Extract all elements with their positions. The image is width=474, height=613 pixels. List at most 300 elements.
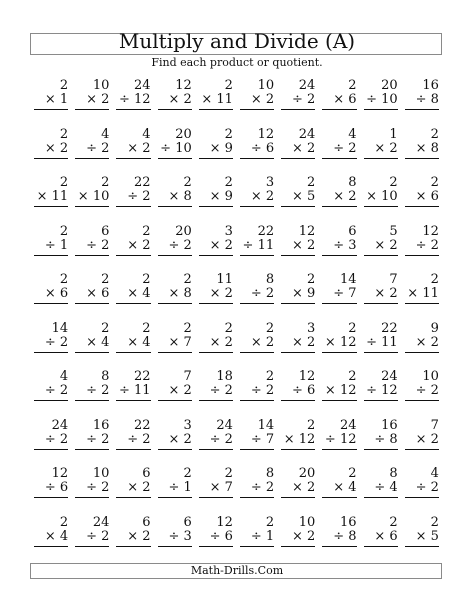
problem: [112, 273, 153, 322]
problem: [154, 322, 195, 371]
problem-top-number: 7: [183, 369, 192, 384]
answer-line: [364, 158, 398, 159]
problem-top-number: 10: [298, 514, 316, 530]
answer-line: [322, 109, 356, 110]
problem-row: [30, 419, 442, 468]
problem-row: [30, 79, 442, 128]
problem-top-number: 8: [265, 466, 275, 481]
problem-operator-number: × 2: [374, 237, 398, 253]
problem-row: [30, 273, 442, 322]
answer-line: [240, 546, 274, 547]
problem-operator-number: ÷ 6: [250, 140, 275, 156]
answer-line: [281, 546, 315, 547]
problem: [236, 516, 277, 565]
problem-top-number: 2: [142, 320, 151, 336]
problem-top-number: 12: [51, 466, 69, 481]
problem-top-number: 4: [348, 126, 357, 142]
answer-line: [364, 206, 398, 207]
worksheet-instructions: Find each product or quotient.: [151, 56, 323, 69]
answer-line: [281, 109, 315, 110]
problem-top-number: 2: [265, 514, 275, 530]
problem-operator-number: × 2: [250, 92, 275, 107]
problem-top-number: 24: [381, 369, 398, 384]
problem: [195, 273, 236, 322]
problem-top-number: 16: [381, 417, 398, 433]
answer-line: [364, 449, 398, 450]
problem: [318, 128, 359, 177]
problem-operator-number: ÷ 1: [44, 237, 69, 253]
problem-top-number: 2: [430, 126, 439, 142]
problem-top-number: 4: [430, 466, 439, 481]
problem-operator-number: × 8: [168, 189, 192, 204]
answer-line: [158, 303, 192, 304]
answer-line: [322, 255, 356, 256]
problem-operator-number: × 2: [168, 431, 192, 447]
answer-line: [405, 497, 439, 498]
problem-top-number: 3: [307, 320, 316, 336]
problem-operator-number: ÷ 12: [118, 92, 151, 107]
answer-line: [116, 158, 150, 159]
problem: [318, 79, 359, 128]
answer-line: [405, 352, 439, 353]
problem-top-number: 16: [92, 417, 110, 433]
problem: [71, 370, 112, 419]
problem-top-number: 1: [389, 126, 398, 142]
problem: [71, 176, 112, 225]
answer-line: [364, 303, 398, 304]
answer-line: [405, 255, 439, 256]
answer-line: [322, 352, 356, 353]
problem-top-number: 8: [265, 272, 275, 287]
answer-line: [158, 352, 192, 353]
answer-line: [281, 158, 315, 159]
problem: [401, 225, 442, 274]
problem-operator-number: ÷ 2: [127, 431, 151, 447]
problem-top-number: 7: [430, 417, 439, 433]
problem-top-number: 3: [183, 417, 192, 433]
problem-top-number: 2: [101, 272, 110, 287]
answer-line: [34, 206, 68, 207]
problem: [360, 225, 401, 274]
problem-top-number: 6: [183, 514, 192, 530]
problem-operator-number: ÷ 12: [366, 383, 398, 398]
problem-operator-number: ÷ 6: [292, 383, 316, 398]
answer-line: [322, 206, 356, 207]
answer-line: [116, 206, 150, 207]
problem: [318, 467, 359, 516]
problem: [360, 467, 401, 516]
problem-top-number: 4: [59, 369, 69, 384]
problem-operator-number: × 4: [127, 334, 151, 350]
answer-line: [34, 497, 68, 498]
problem-operator-number: × 11: [36, 189, 69, 204]
problem-top-number: 2: [389, 175, 398, 190]
problem-top-number: 2: [389, 514, 398, 530]
answer-line: [34, 303, 68, 304]
problem-top-number: 12: [216, 514, 233, 530]
answer-line: [158, 158, 192, 159]
problem: [30, 467, 71, 516]
answer-line: [281, 255, 315, 256]
problem: [277, 176, 318, 225]
problem-top-number: 10: [92, 466, 110, 481]
problem: [112, 225, 153, 274]
problem-operator-number: ÷ 2: [250, 383, 275, 398]
problem: [318, 322, 359, 371]
answer-line: [116, 546, 150, 547]
problem: [277, 370, 318, 419]
problem-top-number: 12: [298, 223, 316, 239]
problem-operator-number: ÷ 2: [250, 480, 275, 495]
problem-operator-number: × 12: [283, 431, 316, 447]
problem: [318, 225, 359, 274]
answer-line: [34, 546, 68, 547]
worksheet-title: Multiply and Divide (A): [118, 29, 356, 53]
problem-top-number: 6: [101, 223, 110, 239]
problem-operator-number: × 12: [324, 383, 357, 398]
problem-operator-number: ÷ 2: [86, 383, 110, 398]
problem: [360, 128, 401, 177]
answer-line: [199, 255, 233, 256]
problem-top-number: 22: [381, 320, 398, 336]
problem-top-number: 2: [224, 78, 233, 93]
problem: [154, 79, 195, 128]
problem: [71, 516, 112, 565]
problem-top-number: 2: [430, 175, 439, 190]
problem: [401, 176, 442, 225]
problem-operator-number: ÷ 2: [86, 528, 110, 544]
answer-line: [116, 497, 150, 498]
problem-top-number: 9: [430, 320, 439, 336]
answer-line: [364, 109, 398, 110]
answer-line: [199, 109, 233, 110]
problem-operator-number: × 1: [44, 92, 69, 107]
answer-line: [240, 109, 274, 110]
problem-operator-number: ÷ 2: [44, 334, 69, 350]
problem-operator-number: ÷ 2: [292, 92, 316, 107]
problem-top-number: 2: [59, 223, 69, 239]
problem-top-number: 24: [298, 78, 316, 93]
problem-top-number: 12: [298, 369, 316, 384]
problem-top-number: 2: [307, 272, 316, 287]
problem-row: [30, 467, 442, 516]
problem: [112, 467, 153, 516]
answer-line: [116, 303, 150, 304]
problem-top-number: 8: [389, 466, 398, 481]
problem: [401, 516, 442, 565]
problem: [71, 128, 112, 177]
problem-top-number: 2: [183, 272, 192, 287]
problem-operator-number: × 6: [415, 189, 439, 204]
problem-top-number: 24: [216, 417, 233, 433]
problem-top-number: 2: [183, 320, 192, 336]
problem-operator-number: ÷ 2: [86, 431, 110, 447]
problem-operator-number: × 2: [333, 189, 357, 204]
answer-line: [322, 497, 356, 498]
answer-line: [281, 352, 315, 353]
problem-operator-number: × 5: [292, 189, 316, 204]
problem-operator-number: × 2: [209, 334, 233, 350]
answer-line: [281, 400, 315, 401]
problem: [30, 370, 71, 419]
problem-operator-number: ÷ 11: [118, 383, 151, 398]
answer-line: [199, 497, 233, 498]
problem-operator-number: × 2: [127, 528, 151, 544]
problem-top-number: 16: [422, 78, 439, 93]
answer-line: [199, 303, 233, 304]
answer-line: [240, 497, 274, 498]
problem: [277, 79, 318, 128]
answer-line: [34, 158, 68, 159]
answer-line: [364, 352, 398, 353]
problem: [112, 176, 153, 225]
problem-top-number: 2: [142, 223, 151, 239]
answer-line: [75, 109, 109, 110]
answer-line: [34, 255, 68, 256]
answer-line: [75, 449, 109, 450]
answer-line: [199, 206, 233, 207]
problem-operator-number: × 6: [44, 286, 69, 301]
problem: [401, 273, 442, 322]
problem: [154, 128, 195, 177]
problem-top-number: 11: [216, 272, 233, 287]
answer-line: [240, 303, 274, 304]
answer-line: [116, 109, 150, 110]
problem-top-number: 3: [224, 223, 233, 239]
problem: [277, 467, 318, 516]
answer-line: [405, 400, 439, 401]
answer-line: [405, 303, 439, 304]
problem-operator-number: × 2: [168, 383, 192, 398]
problem: [112, 79, 153, 128]
problem-top-number: 4: [142, 126, 151, 142]
answer-line: [405, 546, 439, 547]
answer-line: [240, 255, 274, 256]
answer-line: [240, 352, 274, 353]
problem-top-number: 10: [257, 78, 275, 93]
problem-operator-number: × 12: [324, 334, 357, 350]
problem: [112, 516, 153, 565]
problem-top-number: 24: [92, 514, 110, 530]
problem-operator-number: ÷ 1: [250, 528, 275, 544]
answer-line: [281, 303, 315, 304]
problem-top-number: 20: [175, 126, 192, 142]
problem-operator-number: × 2: [127, 480, 151, 495]
problem: [154, 176, 195, 225]
problem: [277, 128, 318, 177]
footer-credit: Math-Drills.Com: [190, 564, 284, 577]
answer-line: [240, 449, 274, 450]
answer-line: [116, 400, 150, 401]
problem-row: [30, 128, 442, 177]
problem-operator-number: ÷ 2: [44, 431, 69, 447]
problem-top-number: 2: [430, 514, 439, 530]
problem-top-number: 2: [59, 272, 69, 287]
problem: [318, 176, 359, 225]
problem: [154, 225, 195, 274]
answer-line: [322, 158, 356, 159]
problem: [236, 467, 277, 516]
answer-line: [405, 206, 439, 207]
problem: [277, 273, 318, 322]
problem: [401, 370, 442, 419]
problem-row: [30, 516, 442, 565]
problem-operator-number: × 2: [415, 334, 439, 350]
problem: [71, 322, 112, 371]
problem-top-number: 2: [142, 272, 151, 287]
problem: [236, 128, 277, 177]
problem-operator-number: ÷ 2: [333, 140, 357, 156]
problem-operator-number: ÷ 7: [333, 286, 357, 301]
problem-top-number: 2: [348, 369, 357, 384]
problem: [71, 79, 112, 128]
answer-line: [34, 400, 68, 401]
answer-line: [322, 400, 356, 401]
problem-top-number: 2: [307, 417, 316, 433]
answer-line: [405, 109, 439, 110]
problem-top-number: 6: [142, 514, 151, 530]
answer-line: [199, 449, 233, 450]
problem-operator-number: × 6: [333, 92, 357, 107]
problem: [360, 516, 401, 565]
answer-line: [322, 303, 356, 304]
problem-operator-number: × 8: [168, 286, 192, 301]
answer-line: [75, 303, 109, 304]
problem-top-number: 12: [175, 78, 192, 93]
answer-line: [240, 206, 274, 207]
problem-row: [30, 176, 442, 225]
problem-operator-number: ÷ 2: [415, 383, 439, 398]
problem: [154, 419, 195, 468]
problem-operator-number: ÷ 2: [86, 237, 110, 253]
problem-operator-number: × 4: [86, 334, 110, 350]
answer-line: [405, 158, 439, 159]
problem-top-number: 24: [298, 126, 316, 142]
answer-line: [75, 255, 109, 256]
problem-operator-number: ÷ 2: [44, 383, 69, 398]
problem-top-number: 14: [51, 320, 69, 336]
problem-top-number: 10: [422, 369, 439, 384]
problem-top-number: 18: [216, 369, 233, 384]
problem: [195, 370, 236, 419]
problem-operator-number: ÷ 11: [366, 334, 398, 350]
problem-top-number: 22: [134, 175, 151, 190]
problem: [112, 128, 153, 177]
problem-top-number: 2: [430, 272, 439, 287]
problem: [236, 176, 277, 225]
problem: [318, 419, 359, 468]
problem: [154, 467, 195, 516]
problem-top-number: 14: [339, 272, 357, 287]
problem-top-number: 5: [389, 223, 398, 239]
problem-top-number: 12: [257, 126, 275, 142]
problem: [401, 322, 442, 371]
problem-top-number: 7: [389, 272, 398, 287]
problem: [360, 79, 401, 128]
problem: [360, 273, 401, 322]
problem: [154, 273, 195, 322]
problem-operator-number: ÷ 2: [209, 431, 233, 447]
answer-line: [116, 255, 150, 256]
problem-operator-number: × 2: [292, 334, 316, 350]
problem: [401, 467, 442, 516]
problem-top-number: 3: [265, 175, 275, 190]
problem-operator-number: ÷ 2: [86, 480, 110, 495]
problem-operator-number: ÷ 11: [242, 237, 275, 253]
problem-operator-number: ÷ 10: [366, 92, 398, 107]
problem: [195, 225, 236, 274]
problem-operator-number: × 6: [374, 528, 398, 544]
problem-top-number: 6: [142, 466, 151, 481]
problem-top-number: 24: [51, 417, 69, 433]
answer-line: [158, 449, 192, 450]
problem-top-number: 2: [265, 320, 275, 336]
problem-operator-number: × 8: [415, 140, 439, 156]
problem-top-number: 8: [101, 369, 110, 384]
problem-operator-number: × 2: [250, 189, 275, 204]
problem-top-number: 22: [134, 417, 151, 433]
problem-operator-number: × 7: [168, 334, 192, 350]
answer-line: [364, 546, 398, 547]
problem: [30, 225, 71, 274]
problem-operator-number: × 2: [209, 237, 233, 253]
answer-line: [364, 255, 398, 256]
problem-operator-number: × 9: [292, 286, 316, 301]
problem-operator-number: × 2: [292, 480, 316, 495]
problem: [401, 419, 442, 468]
problem-operator-number: × 10: [366, 189, 398, 204]
problem: [154, 370, 195, 419]
problem-operator-number: ÷ 2: [415, 480, 439, 495]
problem-top-number: 2: [59, 126, 69, 142]
problem: [112, 322, 153, 371]
problem-top-number: 12: [422, 223, 439, 239]
problem: [236, 79, 277, 128]
problem-top-number: 2: [101, 320, 110, 336]
problem: [360, 322, 401, 371]
problem: [236, 370, 277, 419]
answer-line: [281, 206, 315, 207]
problem: [195, 419, 236, 468]
problem-top-number: 24: [339, 417, 357, 433]
answer-line: [158, 255, 192, 256]
problem-operator-number: × 11: [201, 92, 233, 107]
answer-line: [364, 400, 398, 401]
problem-operator-number: × 2: [44, 140, 69, 156]
answer-line: [281, 449, 315, 450]
problem-operator-number: ÷ 2: [86, 140, 110, 156]
problem-operator-number: × 7: [209, 480, 233, 495]
problem-operator-number: ÷ 4: [374, 480, 398, 495]
problem-operator-number: × 6: [86, 286, 110, 301]
answer-line: [158, 497, 192, 498]
problem-operator-number: ÷ 2: [415, 237, 439, 253]
problem-operator-number: ÷ 8: [415, 92, 439, 107]
problem-operator-number: × 2: [374, 140, 398, 156]
answer-line: [240, 158, 274, 159]
problem-row: [30, 322, 442, 371]
answer-line: [75, 497, 109, 498]
answer-line: [75, 352, 109, 353]
answer-line: [75, 158, 109, 159]
problem: [236, 322, 277, 371]
problem-operator-number: ÷ 2: [250, 286, 275, 301]
problem: [318, 273, 359, 322]
answer-line: [158, 400, 192, 401]
problem-operator-number: × 2: [86, 92, 110, 107]
problem: [112, 419, 153, 468]
problem: [195, 516, 236, 565]
